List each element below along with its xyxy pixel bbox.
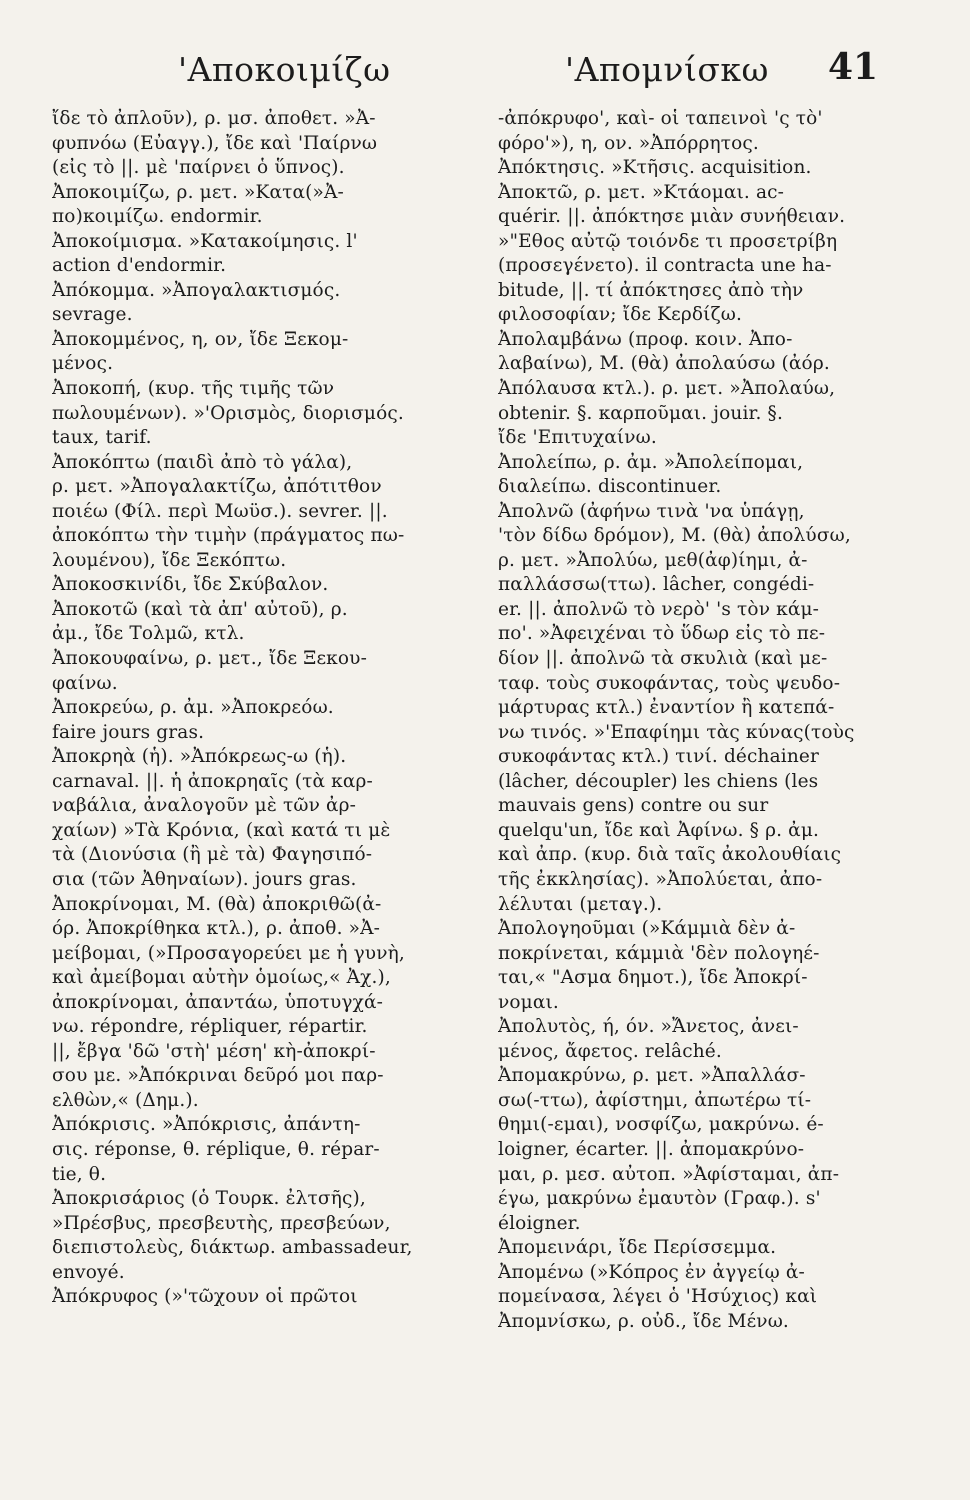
text-line: σια (τῶν Ἀθηναίων). jours gras. [52,868,357,890]
text-line: Ἀπολείπω, ρ. ἀμ. »Ἀπολείπομαι, [498,451,804,473]
text-line: μείβομαι, (»Προσαγορεύει με ἡ γυνὴ, [52,942,405,964]
text-line: Ἀπόλαυσα κτλ.). ρ. μετ. »Ἀπολαύω, [498,378,836,400]
text-line: τὰ (Διονύσια (ἢ μὲ τὰ) Φαγησιπό- [52,844,373,866]
text-line: διαλείπω. discontinuer. [498,476,722,498]
text-line: (εἰς τὸ ||. μὲ 'παίρνει ὁ ὕπνος). [52,157,345,179]
right-column [498,107,918,1334]
text-line: θημι(-εμαι), νοσφίζω, μακρύνω. é- [498,1114,824,1136]
text-line: taux, tarif. [52,427,152,449]
text-line: νω τινός. »'Επαφίημι τὰς κύνας(τοὺς [498,721,855,743]
text-line: πομείνασα, λέγει ὁ 'Ησύχιος) καὶ [498,1286,818,1308]
text-line: ρ. μετ. »Ἀπογαλακτίζω, ἀπότιτθον [52,476,382,498]
text-line: ελθὼν,« (Δημ.). [52,1089,199,1111]
text-line: μένος, ἄφετος. relâché. [498,1040,722,1062]
text-line: quérir. ||. ἀπόκτησε μιὰν συνήθειαν. [498,206,846,228]
text-line: λέλυται (μεταγ.). [498,893,663,915]
text-line: loigner, écarter. ||. ἀπομακρύνο- [498,1138,805,1160]
text-line: ποιέω (Φίλ. περὶ Μωϋσ.). sevrer. ||. [52,500,388,522]
text-line: Ἀποκόπτω (παιδὶ ἀπὸ τὸ γάλα), [52,451,353,473]
text-line: Ἀποκοιμίζω, ρ. μετ. »Κατα(»Ἀ- [52,181,344,203]
text-line: Ἀποκομμένος, η, ον, ἴδε Ξεκομ- [52,328,349,350]
left-running-head: 'Αποκοιμίζω [178,50,391,89]
text-line: carnaval. ||. ἡ ἀποκρηαῖς (τὰ καρ- [52,770,373,792]
right-running-head: 'Απομνίσκω [565,50,769,89]
text-line: »Πρέσβυς, πρεσβευτὴς, πρεσβεύων, [52,1212,391,1234]
text-line: Ἀποκοίμισμα. »Κατακοίμησις. l' [52,230,358,252]
text-line: σω(-ττω), ἀφίστημι, ἀπωτέρω τί- [498,1089,812,1111]
text-line: er. ||. ἀπολνῶ τὸ νερὸ' 's τὸν κάμ- [498,598,820,620]
text-line: Ἀποκρεύω, ρ. ἀμ. »Ἀποκρεόω. [52,697,334,719]
text-line: πο)κοιμίζω. endormir. [52,206,263,228]
text-line: μαι, ρ. μεσ. αὐτοπ. »Ἀφίσταμαι, ἀπ- [498,1163,840,1185]
text-line: action d'endormir. [52,255,227,277]
text-line: Ἀπολυτὸς, ή, όν. »Ἄνετος, ἀνει- [498,1016,799,1038]
text-line: Ἀποκρηὰ (ἡ). »Ἀπόκρεως-ω (ἡ). [52,746,347,768]
text-line: quelqu'un, ἴδε καὶ Ἀφίνω. § ρ. ἀμ. [498,819,820,841]
text-line: συκοφάντας κτλ.) τινί. déchainer [498,746,820,768]
text-line: ||, ἔβγα 'δῶ 'στὴ' μέση' κὴ-ἀποκρί- [52,1040,376,1062]
text-line: φιλοσοφίαν; ἴδε Κερδίζω. [498,304,743,326]
text-line: μένος. [52,353,114,375]
text-line: δίον ||. ἀπολνῶ τὰ σκυλιὰ (καὶ με- [498,648,828,670]
text-line: καὶ ἀπρ. (κυρ. διὰ ταῖς ἀκολουθίαις [498,844,842,866]
text-line: ταφ. τοὺς συκοφάντας, τοὺς ψευδο- [498,672,841,694]
text-line: ναβάλια, ἀναλογοῦν μὲ τῶν ἀρ- [52,795,357,817]
text-line: Ἀπολαμβάνω (προφ. κοιν. Ἀπο- [498,328,793,350]
text-line: ἀποκόπτω τὴν τιμὴν (πράγματος πω- [52,525,405,547]
text-line: ποκρίνεται, κάμμιὰ 'δὲν πολογηέ- [498,942,820,964]
page-number: 41 [828,46,879,88]
text-line: (lâcher, découpler) les chiens (les [498,770,819,792]
left-column [52,107,462,1310]
page-header [0,46,970,100]
text-line: faire jours gras. [52,721,205,743]
text-line: νομαι. [498,991,559,1013]
text-line: Ἀποκοτῶ (καὶ τὰ ἀπ' αὐτοῦ), ρ. [52,598,348,620]
text-line: ἀποκρίνομαι, ἀπαντάω, ὑποτυγχά- [52,991,384,1013]
text-line: ται,« "Ασμα δημοτ.), ἴδε Ἀποκρί- [498,967,808,989]
text-line: Ἀπομένω (»Κόπρος ἐν ἀγγείῳ ἀ- [498,1261,805,1283]
text-line: όρ. Ἀποκρίθηκα κτλ.), ρ. ἀποθ. »Ἀ- [52,918,381,940]
text-line: ἴδε 'Επιτυχαίνω. [498,427,657,449]
text-line: Ἀποκρισάριος (ὁ Τουρκ. ἐλτσῆς), [52,1188,366,1210]
text-line: φαίνω. [52,672,118,694]
text-line: πωλουμένων). »'Ορισμὸς, διορισμός. [52,402,404,424]
text-line: Ἀποκρίνομαι, Μ. (θὰ) ἀποκριθῶ(ἀ- [52,893,382,915]
text-line: Ἀπομακρύνω, ρ. μετ. »Ἀπαλλάσ- [498,1065,806,1087]
text-line: Ἀπολνῶ (ἀφήνω τινὰ 'να ὑπάγῃ, [498,500,805,522]
text-line: πο'. »Ἀφειχέναι τὸ ὕδωρ εἰς τὸ πε- [498,623,826,645]
text-line: bitude, ||. τί ἀπόκτησες ἀπὸ τὴν [498,279,804,301]
text-line: διεπιστολεὺς, διάκτωρ. ambassadeur, [52,1237,413,1259]
text-line: Ἀπόκομμα. »Ἀπογαλακτισμός. [52,279,341,301]
text-line: mauvais gens) contre ou sur [498,795,769,817]
text-line: φόρο'»), η, ον. »Ἀπόρρητος. [498,132,759,154]
text-line: 'τὸν δίδω δρόμον), Μ. (θὰ) ἀπολύσω, [498,525,851,547]
text-line: Ἀπολογηοῦμαι (»Κάμμιὰ δὲν ἀ- [498,918,796,940]
text-line: ἀμ., ἴδε Τολμῶ, κτλ. [52,623,245,645]
text-line: Ἀποκοπή, (κυρ. τῆς τιμῆς τῶν [52,378,335,400]
text-line: Ἀποκουφαίνω, ρ. μετ., ἴδε Ξεκου- [52,648,367,670]
text-line: éloigner. [498,1212,581,1234]
text-line: Ἀποκτῶ, ρ. μετ. »Κτάομαι. ac- [498,181,785,203]
text-line: »"Εθος αὐτῷ τοιόνδε τι προσετρίβη [498,230,838,252]
text-line: tie, θ. [52,1163,107,1185]
text-line: sevrage. [52,304,133,326]
text-line: λαβαίνω), Μ. (θὰ) ἀπολαύσω (ἀόρ. [498,353,830,375]
text-line: -ἀπόκρυφο', καὶ- οἱ ταπεινοὶ 'ς τὸ' [498,108,823,129]
text-line: νω. répondre, répliquer, répartir. [52,1016,368,1038]
text-line: Ἀπομεινάρι, ἴδε Περίσσεμμα. [498,1237,777,1259]
text-line: καὶ ἀμείβομαι αὐτὴν ὁμοίως,« Ἀχ.), [52,967,391,989]
text-line: μάρτυρας κτλ.) ἐναντίον ἢ κατεπά- [498,697,835,719]
text-line: envoyé. [52,1261,125,1283]
text-line: σις. réponse, θ. réplique, θ. répar- [52,1138,380,1160]
text-line: (προσεγένετο). il contracta une ha- [498,255,832,277]
text-line: φυπνόω (Εὐαγγ.), ἴδε καὶ 'Παίρνω [52,132,378,154]
text-line: Ἀπόκτησις. »Κτῆσις. acquisition. [498,157,812,179]
text-line: λουμένου), ἴδε Ξεκόπτω. [52,549,287,571]
text-line: παλλάσσω(ττω). lâcher, congédi- [498,574,815,596]
text-line: obtenir. §. καρποῦμαι. jouir. §. [498,402,783,424]
text-line: χαίων) »Τὰ Κρόνια, (καὶ κατά τι μὲ [52,819,391,841]
text-line: Ἀποκοσκινίδι, ἴδε Σκύβαλον. [52,574,329,596]
text-line: Ἀπόκρυφος (»'τῶχουν οἱ πρῶτοι [52,1286,358,1308]
text-line: τῆς ἐκκλησίας). »Ἀπολύεται, ἀπο- [498,868,823,890]
text-line: σου με. »Ἀπόκριναι δεῦρό μοι παρ- [52,1065,384,1087]
text-line: έγω, μακρύνω ἐμαυτὸν (Γραφ.). s' [498,1188,821,1210]
text-line: ἴδε τὸ ἀπλοῦν), ρ. μσ. ἀποθετ. »Ἀ- [52,108,376,129]
text-line: Ἀπομνίσκω, ρ. οὐδ., ἴδε Μένω. [498,1310,789,1332]
text-line: Ἀπόκρισις. »Ἀπόκρισις, ἀπάντη- [52,1114,361,1136]
text-line: ρ. μετ. »Ἀπολύω, μεθ(ἀφ)ίημι, ἀ- [498,549,808,571]
